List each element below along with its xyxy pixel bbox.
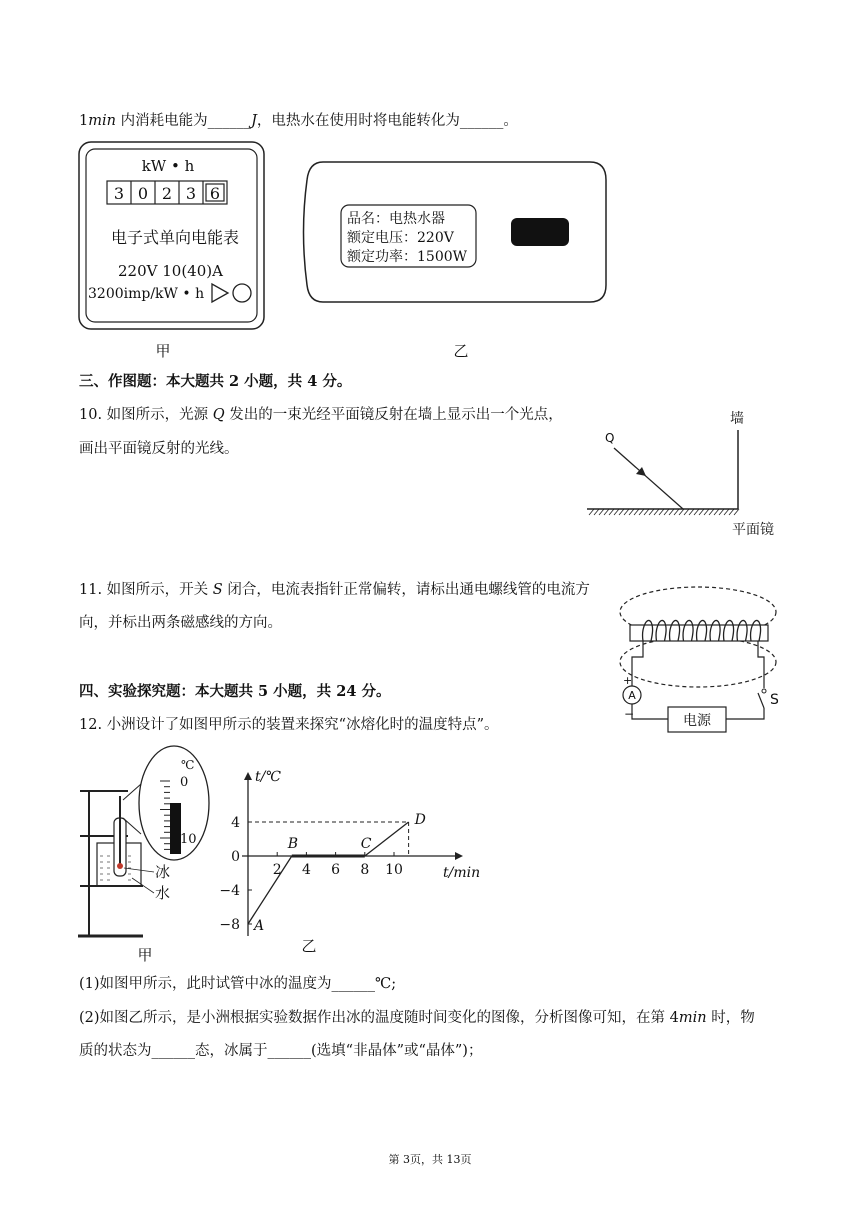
y-tick-label: 0 xyxy=(231,849,240,865)
meter-caption: 甲 xyxy=(155,342,171,360)
q12-sub2-line2: 质的状态为______态，冰属于______(选填“非晶体”或“晶体”)； xyxy=(79,1043,483,1059)
q12-sub2-text-a: (2)如图乙所示，是小洲根据实验数据作出冰的温度随时间变化的图像，分析图像可知，在第 4 xyxy=(79,1010,679,1026)
y-tick-label: −4 xyxy=(219,883,240,899)
section4-title: 四、实验探究题：本大题共 5 小题，共 24 分。 xyxy=(79,683,391,700)
q10-text-a: 10. 如图所示，光源 xyxy=(79,407,213,423)
q12-line1: 12. 小洲设计了如图甲所示的装置来探究“冰熔化时的温度特点”。 xyxy=(79,717,499,733)
thermometer-unit: ℃ xyxy=(181,758,195,772)
ice-label: 冰 xyxy=(155,863,171,881)
q11-s-symbol: S xyxy=(212,582,223,598)
q12-sub2-text-b: 时，物 xyxy=(706,1010,755,1026)
point-label-A: A xyxy=(254,918,265,934)
x-tick-label: 4 xyxy=(301,862,311,878)
x-tick-label: 10 xyxy=(385,862,403,878)
q9-unit-j: J xyxy=(251,113,257,129)
meter-rating: 220V 10(40)A xyxy=(118,262,223,280)
meter-digit-4: 3 xyxy=(185,184,197,203)
ammeter-minus: − xyxy=(624,707,635,721)
x-tick-label: 2 xyxy=(272,862,282,878)
q9-number: 1 xyxy=(79,113,89,129)
q12-sub1: (1)如图甲所示，此时试管中冰的温度为______℃; xyxy=(79,976,397,992)
ammeter-label: A xyxy=(628,689,636,702)
meter-unit: kW • h xyxy=(141,157,195,175)
point-label-C: C xyxy=(360,836,372,852)
heater-caption: 乙 xyxy=(453,342,469,360)
thermometer-label-bottom: 10 xyxy=(180,832,197,847)
data-segment-AB xyxy=(248,856,292,924)
y-axis-label: t/℃ xyxy=(255,769,282,785)
x-tick-label: 8 xyxy=(360,862,370,878)
mirror-label: 平面镜 xyxy=(732,522,774,538)
power-source-label: 电源 xyxy=(683,713,711,729)
heater-power: 额定功率：1500W xyxy=(347,249,468,265)
section3-title: 三、作图题：本大题共 2 小题，共 4 分。 xyxy=(79,373,352,390)
water-label: 水 xyxy=(155,884,171,902)
meter-digit-5: 6 xyxy=(209,184,221,203)
y-axis-arrow-icon xyxy=(244,772,252,780)
meter-digit-2: 0 xyxy=(137,184,149,203)
x-axis-label: t/min xyxy=(443,865,481,881)
y-tick-label: −8 xyxy=(219,917,240,933)
q12-sub2-unit: min xyxy=(678,1010,707,1026)
x-axis-arrow-icon xyxy=(455,852,463,860)
q10-line2: 画出平面镜反射的光线。 xyxy=(79,441,239,457)
point-label-D: D xyxy=(414,812,426,828)
q10-text-b: 发出的一束光经平面镜反射在墙上显示出一个光点， xyxy=(224,407,563,423)
q11-line2: 向，并标出两条磁感线的方向。 xyxy=(79,615,282,631)
q10-q-symbol: Q xyxy=(212,407,225,423)
light-source-label: Q xyxy=(605,431,615,445)
meter-digit-1: 3 xyxy=(113,184,125,203)
q9-text-mid: 内消耗电能为______ xyxy=(115,113,252,129)
heater-voltage: 额定电压：220V xyxy=(347,230,454,246)
q11-text-b: 闭合，电流表指针正常偏转，请标出通电螺线管的电流方 xyxy=(222,582,590,598)
q9-text-suffix: ，电热水在使用时将电能转化为______。 xyxy=(256,113,518,129)
q12-sub2-line1 xyxy=(79,1010,755,1027)
chart-caption: 乙 xyxy=(301,937,317,955)
point-label-B: B xyxy=(287,836,299,852)
page-footer: 第 3页，共 13页 xyxy=(388,1153,472,1166)
ammeter-plus: + xyxy=(623,674,633,687)
apparatus-caption: 甲 xyxy=(137,946,153,964)
x-tick-label: 6 xyxy=(331,862,341,878)
meter-digit-3: 2 xyxy=(161,184,173,203)
q11-text-a: 11. 如图所示，开关 xyxy=(79,582,213,598)
heater-name: 品名：电热水器 xyxy=(347,211,445,227)
meter-name: 电子式单向电能表 xyxy=(110,228,240,247)
thermometer-label-top: 0 xyxy=(180,775,189,790)
meter-imp: 3200imp/kW • h xyxy=(88,286,205,302)
q9-unit-min: min xyxy=(88,113,116,129)
wall-label: 墙 xyxy=(730,411,744,427)
switch-label: S xyxy=(770,692,779,708)
y-tick-label: 4 xyxy=(231,815,240,831)
